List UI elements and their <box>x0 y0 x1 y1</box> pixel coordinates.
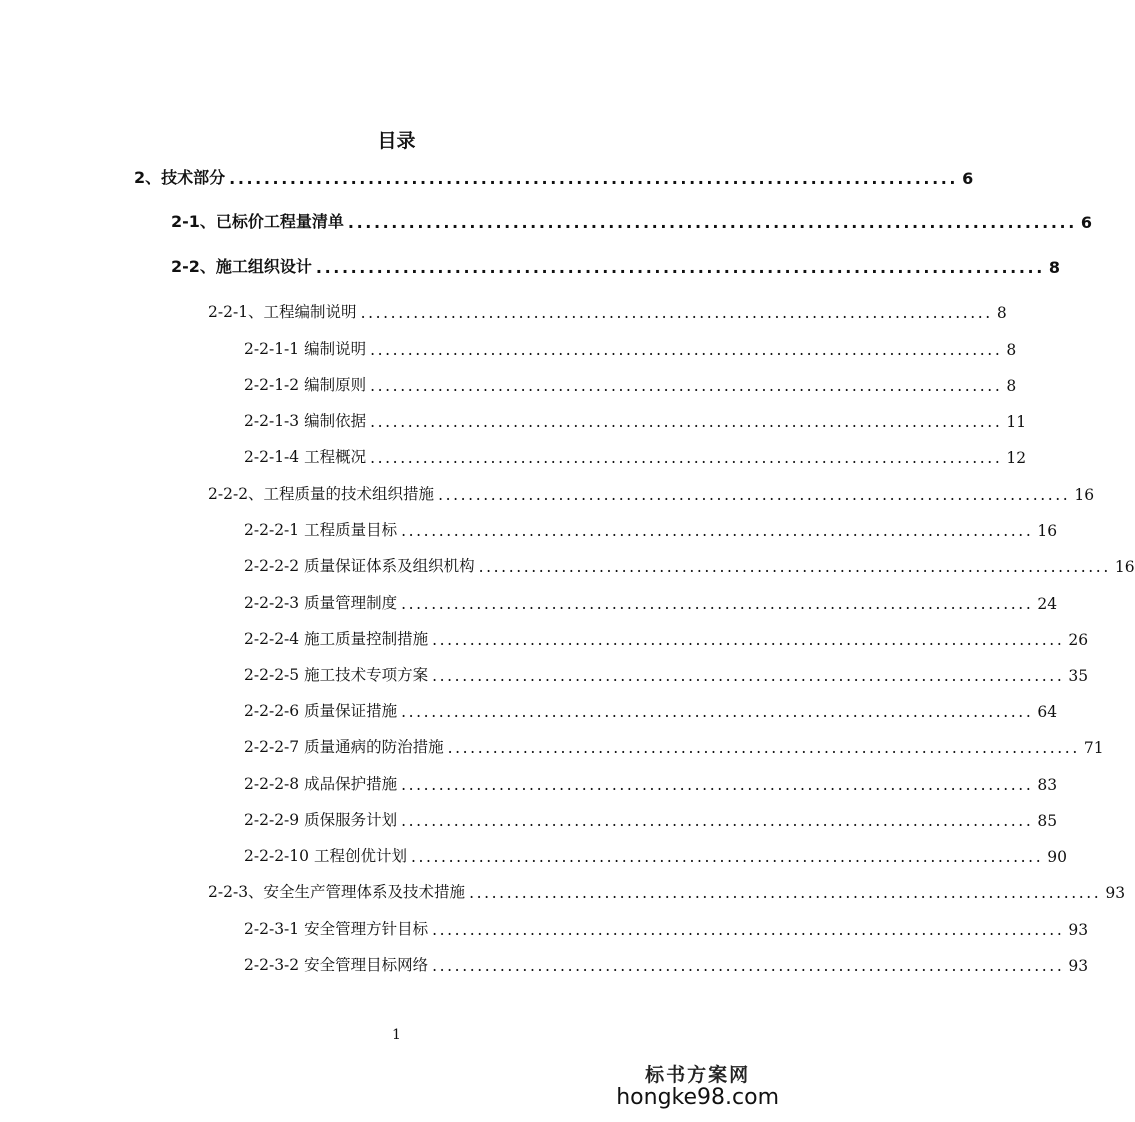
toc-entry-section-2-2-2-7[interactable] <box>244 731 1104 757</box>
toc-entry-label: 2-2-1-3 编制依据 <box>244 412 367 430</box>
toc-entry-page: 8 <box>1006 377 1017 395</box>
toc-entry-section-2-2-1[interactable] <box>208 296 1007 322</box>
dot-leader: .................................................................................... <box>360 304 993 322</box>
dot-leader: .................................................................................... <box>401 776 1034 794</box>
toc-entry-label: 2-2-3-1 安全管理方针目标 <box>244 920 429 938</box>
toc-entry-label: 2-2-2-7 质量通病的防治措施 <box>244 738 444 756</box>
toc-title: 目录 <box>377 130 416 152</box>
toc-entry-label: 2-2-2-5 施工技术专项方案 <box>244 666 429 684</box>
toc-entry-page: 11 <box>1006 413 1027 431</box>
toc-entry-section-2-2-3[interactable] <box>208 876 1126 902</box>
dot-leader: .................................................................................... <box>469 884 1102 902</box>
toc-entry-section-2-2-2-4[interactable] <box>244 623 1089 649</box>
toc-entry-section-2-2-1-2[interactable] <box>244 369 1017 395</box>
toc-entry-label: 2-2-2-4 施工质量控制措施 <box>244 630 429 648</box>
toc-entry-label: 2-2-1-1 编制说明 <box>244 340 367 358</box>
toc-entry-label: 2-2-2、工程质量的技术组织措施 <box>208 485 435 503</box>
toc-entry-page: 26 <box>1068 631 1089 649</box>
toc-entry-section-2-1[interactable] <box>171 206 1093 232</box>
toc-entry-page: 93 <box>1068 921 1089 939</box>
toc-entry-page: 93 <box>1068 957 1089 975</box>
toc-entry-page: 16 <box>1037 522 1058 540</box>
toc-entry-page: 8 <box>1048 258 1061 277</box>
dot-leader: .................................................................................... <box>315 258 1045 277</box>
toc-entry-label: 2-2-1、工程编制说明 <box>208 303 357 321</box>
dot-leader: .................................................................................... <box>432 957 1065 975</box>
toc-entry-label: 2-2-3-2 安全管理目标网络 <box>244 956 429 974</box>
toc-entry-page: 8 <box>1006 341 1017 359</box>
toc-entry-label: 2-2、施工组织设计 <box>171 257 312 276</box>
dot-leader: .................................................................................... <box>410 848 1044 866</box>
toc-entry-section-2-2[interactable] <box>171 251 1061 277</box>
dot-leader: .................................................................................... <box>229 169 959 188</box>
toc-entry-page: 90 <box>1047 848 1067 866</box>
toc-entry-section-2-2-1-4[interactable] <box>244 441 1027 467</box>
toc-entry-section-2-2-2-1[interactable] <box>244 514 1058 540</box>
dot-leader: .................................................................................... <box>432 921 1065 939</box>
dot-leader: .................................................................................... <box>347 213 1077 232</box>
toc-entry-label: 2-2-1-4 工程概况 <box>244 448 367 466</box>
toc-entry-page: 16 <box>1114 558 1135 576</box>
page-number: 1 <box>392 1027 401 1043</box>
dot-leader: .................................................................................... <box>432 631 1065 649</box>
toc-entry-label: 2-2-2-2 质量保证体系及组织机构 <box>244 557 475 575</box>
toc-entry-section-2-2-3-1[interactable] <box>244 913 1089 939</box>
toc-entry-page: 71 <box>1083 739 1104 757</box>
toc-entry-section-2-2-2-5[interactable] <box>244 659 1089 685</box>
dot-leader: .................................................................................... <box>447 739 1080 757</box>
toc-entry-section-2-2-2-8[interactable] <box>244 768 1058 794</box>
toc-entry-section-2-2-1-3[interactable] <box>244 405 1027 431</box>
toc-entry-label: 2-2-2-10 工程创优计划 <box>244 847 407 865</box>
toc-entry-page: 35 <box>1068 667 1089 685</box>
toc-entry-label: 2-1、已标价工程量清单 <box>171 212 344 231</box>
toc-entry-page: 83 <box>1037 776 1058 794</box>
toc-entry-page: 6 <box>962 169 974 188</box>
toc-entry-page: 85 <box>1037 812 1058 830</box>
dot-leader: .................................................................................... <box>478 558 1111 576</box>
dot-leader: .................................................................................... <box>370 413 1003 431</box>
dot-leader: .................................................................................... <box>370 377 1003 395</box>
toc-entry-section-2-2-2-2[interactable] <box>244 550 1135 576</box>
toc-entry-section-2-2-1-1[interactable] <box>244 333 1017 359</box>
toc-entry-page: 24 <box>1037 595 1058 613</box>
toc-entry-label: 2-2-2-6 质量保证措施 <box>244 702 398 720</box>
dot-leader: .................................................................................... <box>370 449 1003 467</box>
toc-entry-label: 2-2-2-8 成品保护措施 <box>244 775 398 793</box>
toc-entry-page: 16 <box>1074 486 1095 504</box>
toc-entry-section-2-2-2-3[interactable] <box>244 587 1058 613</box>
toc-entry-label: 2-2-3、安全生产管理体系及技术措施 <box>208 883 466 901</box>
toc-entry-section-2[interactable] <box>134 162 974 188</box>
toc-entry-label: 2、技术部分 <box>134 168 226 187</box>
watermark-cn: 标书方案网 <box>645 1064 751 1086</box>
dot-leader: .................................................................................... <box>438 486 1071 504</box>
toc-entry-page: 12 <box>1006 449 1027 467</box>
dot-leader: .................................................................................... <box>432 667 1065 685</box>
toc-entry-label: 2-2-2-3 质量管理制度 <box>244 594 398 612</box>
toc-entry-section-2-2-2-6[interactable] <box>244 695 1058 721</box>
toc-entry-page: 64 <box>1037 703 1058 721</box>
toc-entry-label: 2-2-2-1 工程质量目标 <box>244 521 398 539</box>
toc-entry-section-2-2-3-2[interactable] <box>244 949 1089 975</box>
dot-leader: .................................................................................... <box>401 595 1034 613</box>
toc-entry-section-2-2-2-10[interactable] <box>244 840 1067 866</box>
toc-entry-section-2-2-2-9[interactable] <box>244 804 1058 830</box>
dot-leader: .................................................................................... <box>401 522 1034 540</box>
dot-leader: .................................................................................... <box>401 812 1034 830</box>
watermark <box>616 1066 779 1109</box>
toc-entry-page: 6 <box>1080 213 1093 232</box>
dot-leader: .................................................................................... <box>401 703 1034 721</box>
toc-entry-page: 8 <box>996 304 1007 322</box>
toc-entry-label: 2-2-1-2 编制原则 <box>244 376 367 394</box>
toc-entry-section-2-2-2[interactable] <box>208 478 1095 504</box>
toc-entry-page: 93 <box>1105 884 1126 902</box>
dot-leader: .................................................................................... <box>370 341 1003 359</box>
toc-entry-label: 2-2-2-9 质保服务计划 <box>244 811 398 829</box>
watermark-en: hongke98.com <box>616 1084 779 1110</box>
